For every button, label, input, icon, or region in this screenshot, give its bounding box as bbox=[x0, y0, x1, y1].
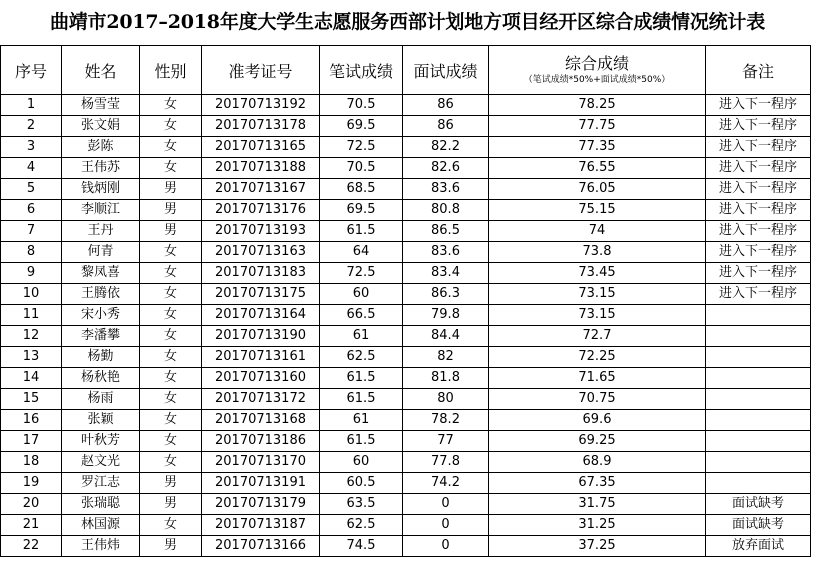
cell-name: 张颖 bbox=[62, 410, 140, 431]
header-seq: 序号 bbox=[1, 46, 62, 95]
cell-gender: 女 bbox=[140, 305, 202, 326]
cell-exam-id: 20170713191 bbox=[202, 473, 320, 494]
cell-total: 67.35 bbox=[489, 473, 706, 494]
cell-interview: 0 bbox=[403, 536, 489, 557]
cell-seq: 10 bbox=[1, 284, 62, 305]
cell-seq: 6 bbox=[1, 200, 62, 221]
table-row bbox=[1, 389, 811, 410]
table-row bbox=[1, 452, 811, 473]
cell-name: 何青 bbox=[62, 242, 140, 263]
cell-note bbox=[706, 347, 811, 368]
cell-exam-id: 20170713179 bbox=[202, 494, 320, 515]
cell-name: 钱炳刚 bbox=[62, 179, 140, 200]
cell-name: 林国源 bbox=[62, 515, 140, 536]
cell-written: 61 bbox=[320, 326, 403, 347]
cell-seq: 8 bbox=[1, 242, 62, 263]
cell-exam-id: 20170713165 bbox=[202, 137, 320, 158]
cell-gender: 男 bbox=[140, 494, 202, 515]
cell-exam-id: 20170713190 bbox=[202, 326, 320, 347]
cell-exam-id: 20170713183 bbox=[202, 263, 320, 284]
cell-written: 66.5 bbox=[320, 305, 403, 326]
cell-note: 进入下一程序 bbox=[706, 95, 811, 116]
cell-seq: 1 bbox=[1, 95, 62, 116]
header-total-formula: （笔试成绩*50%+面试成绩*50%） bbox=[523, 75, 671, 85]
cell-name: 李顺江 bbox=[62, 200, 140, 221]
cell-note bbox=[706, 410, 811, 431]
cell-gender: 女 bbox=[140, 368, 202, 389]
cell-name: 罗江志 bbox=[62, 473, 140, 494]
cell-note: 进入下一程序 bbox=[706, 116, 811, 137]
cell-name: 宋小秀 bbox=[62, 305, 140, 326]
table-row bbox=[1, 326, 811, 347]
cell-name: 杨秋艳 bbox=[62, 368, 140, 389]
cell-interview: 74.2 bbox=[403, 473, 489, 494]
cell-exam-id: 20170713193 bbox=[202, 221, 320, 242]
cell-interview: 83.6 bbox=[403, 242, 489, 263]
table-row bbox=[1, 95, 811, 116]
cell-seq: 4 bbox=[1, 158, 62, 179]
cell-note: 放弃面试 bbox=[706, 536, 811, 557]
cell-seq: 7 bbox=[1, 221, 62, 242]
cell-gender: 女 bbox=[140, 410, 202, 431]
cell-seq: 17 bbox=[1, 431, 62, 452]
cell-written: 69.5 bbox=[320, 116, 403, 137]
cell-note: 进入下一程序 bbox=[706, 158, 811, 179]
cell-total: 76.55 bbox=[489, 158, 706, 179]
cell-name: 张文娟 bbox=[62, 116, 140, 137]
cell-total: 73.15 bbox=[489, 305, 706, 326]
cell-exam-id: 20170713175 bbox=[202, 284, 320, 305]
table-row bbox=[1, 347, 811, 368]
cell-interview: 83.4 bbox=[403, 263, 489, 284]
cell-total: 69.25 bbox=[489, 431, 706, 452]
cell-exam-id: 20170713167 bbox=[202, 179, 320, 200]
cell-written: 64 bbox=[320, 242, 403, 263]
cell-seq: 13 bbox=[1, 347, 62, 368]
cell-note bbox=[706, 305, 811, 326]
cell-total: 72.7 bbox=[489, 326, 706, 347]
cell-name: 王伟苏 bbox=[62, 158, 140, 179]
cell-interview: 82 bbox=[403, 347, 489, 368]
cell-total: 73.8 bbox=[489, 242, 706, 263]
header-exam-id: 准考证号 bbox=[202, 46, 320, 95]
cell-total: 37.25 bbox=[489, 536, 706, 557]
cell-exam-id: 20170713168 bbox=[202, 410, 320, 431]
cell-total: 73.45 bbox=[489, 263, 706, 284]
cell-seq: 5 bbox=[1, 179, 62, 200]
cell-total: 71.65 bbox=[489, 368, 706, 389]
cell-written: 62.5 bbox=[320, 347, 403, 368]
cell-written: 60 bbox=[320, 284, 403, 305]
table-row bbox=[1, 368, 811, 389]
cell-name: 杨勤 bbox=[62, 347, 140, 368]
cell-total: 77.75 bbox=[489, 116, 706, 137]
cell-note: 进入下一程序 bbox=[706, 242, 811, 263]
cell-interview: 77.8 bbox=[403, 452, 489, 473]
cell-name: 赵文光 bbox=[62, 452, 140, 473]
cell-total: 78.25 bbox=[489, 95, 706, 116]
header-total-label: 综合成绩 bbox=[564, 54, 629, 73]
table-row bbox=[1, 200, 811, 221]
cell-gender: 女 bbox=[140, 515, 202, 536]
cell-note bbox=[706, 452, 811, 473]
table-row bbox=[1, 179, 811, 200]
table-row bbox=[1, 473, 811, 494]
cell-written: 69.5 bbox=[320, 200, 403, 221]
cell-name: 王伟炜 bbox=[62, 536, 140, 557]
cell-gender: 女 bbox=[140, 242, 202, 263]
cell-note bbox=[706, 431, 811, 452]
header-interview: 面试成绩 bbox=[403, 46, 489, 95]
cell-seq: 20 bbox=[1, 494, 62, 515]
header-name: 姓名 bbox=[62, 46, 140, 95]
table-row bbox=[1, 221, 811, 242]
cell-gender: 男 bbox=[140, 473, 202, 494]
cell-seq: 16 bbox=[1, 410, 62, 431]
cell-written: 60.5 bbox=[320, 473, 403, 494]
table-row bbox=[1, 305, 811, 326]
header-total bbox=[489, 46, 706, 95]
cell-written: 72.5 bbox=[320, 263, 403, 284]
cell-written: 61.5 bbox=[320, 221, 403, 242]
header-row bbox=[1, 46, 811, 95]
cell-gender: 女 bbox=[140, 431, 202, 452]
table-row bbox=[1, 242, 811, 263]
cell-total: 76.05 bbox=[489, 179, 706, 200]
table-row bbox=[1, 263, 811, 284]
cell-exam-id: 20170713172 bbox=[202, 389, 320, 410]
cell-name: 彭陈 bbox=[62, 137, 140, 158]
cell-written: 72.5 bbox=[320, 137, 403, 158]
cell-seq: 2 bbox=[1, 116, 62, 137]
cell-seq: 12 bbox=[1, 326, 62, 347]
table-row bbox=[1, 116, 811, 137]
cell-note: 进入下一程序 bbox=[706, 137, 811, 158]
cell-note bbox=[706, 326, 811, 347]
cell-seq: 18 bbox=[1, 452, 62, 473]
cell-total: 73.15 bbox=[489, 284, 706, 305]
header-note: 备注 bbox=[706, 46, 811, 95]
cell-name: 王丹 bbox=[62, 221, 140, 242]
cell-written: 74.5 bbox=[320, 536, 403, 557]
cell-gender: 女 bbox=[140, 263, 202, 284]
cell-seq: 3 bbox=[1, 137, 62, 158]
cell-exam-id: 20170713187 bbox=[202, 515, 320, 536]
table-row bbox=[1, 431, 811, 452]
cell-total: 68.9 bbox=[489, 452, 706, 473]
cell-total: 31.75 bbox=[489, 494, 706, 515]
cell-written: 61.5 bbox=[320, 368, 403, 389]
cell-gender: 女 bbox=[140, 284, 202, 305]
cell-seq: 19 bbox=[1, 473, 62, 494]
cell-seq: 11 bbox=[1, 305, 62, 326]
cell-total: 74 bbox=[489, 221, 706, 242]
cell-note: 进入下一程序 bbox=[706, 263, 811, 284]
cell-gender: 女 bbox=[140, 452, 202, 473]
header-written: 笔试成绩 bbox=[320, 46, 403, 95]
cell-note: 面试缺考 bbox=[706, 494, 811, 515]
cell-interview: 0 bbox=[403, 515, 489, 536]
cell-gender: 女 bbox=[140, 116, 202, 137]
table-body bbox=[1, 95, 811, 557]
cell-name: 杨雨 bbox=[62, 389, 140, 410]
cell-interview: 77 bbox=[403, 431, 489, 452]
cell-note bbox=[706, 368, 811, 389]
cell-written: 62.5 bbox=[320, 515, 403, 536]
cell-note: 面试缺考 bbox=[706, 515, 811, 536]
cell-total: 72.25 bbox=[489, 347, 706, 368]
cell-interview: 86 bbox=[403, 116, 489, 137]
cell-note bbox=[706, 389, 811, 410]
cell-total: 69.6 bbox=[489, 410, 706, 431]
cell-exam-id: 20170713192 bbox=[202, 95, 320, 116]
cell-name: 李潘攀 bbox=[62, 326, 140, 347]
cell-written: 61.5 bbox=[320, 389, 403, 410]
cell-total: 70.75 bbox=[489, 389, 706, 410]
cell-name: 黎凤喜 bbox=[62, 263, 140, 284]
page-title: 曲靖市2017–2018年度大学生志愿服务西部计划地方项目经开区综合成绩情况统计表 bbox=[49, 11, 766, 33]
table-row bbox=[1, 410, 811, 431]
cell-exam-id: 20170713188 bbox=[202, 158, 320, 179]
cell-interview: 79.8 bbox=[403, 305, 489, 326]
cell-seq: 9 bbox=[1, 263, 62, 284]
cell-interview: 86.5 bbox=[403, 221, 489, 242]
cell-interview: 86.3 bbox=[403, 284, 489, 305]
cell-written: 63.5 bbox=[320, 494, 403, 515]
cell-interview: 83.6 bbox=[403, 179, 489, 200]
cell-seq: 14 bbox=[1, 368, 62, 389]
cell-note: 进入下一程序 bbox=[706, 221, 811, 242]
cell-interview: 81.8 bbox=[403, 368, 489, 389]
cell-gender: 女 bbox=[140, 95, 202, 116]
cell-exam-id: 20170713176 bbox=[202, 200, 320, 221]
cell-exam-id: 20170713170 bbox=[202, 452, 320, 473]
cell-gender: 男 bbox=[140, 179, 202, 200]
cell-written: 70.5 bbox=[320, 158, 403, 179]
table-row bbox=[1, 137, 811, 158]
cell-exam-id: 20170713186 bbox=[202, 431, 320, 452]
cell-gender: 女 bbox=[140, 389, 202, 410]
cell-exam-id: 20170713178 bbox=[202, 116, 320, 137]
cell-interview: 0 bbox=[403, 494, 489, 515]
cell-exam-id: 20170713161 bbox=[202, 347, 320, 368]
cell-note: 进入下一程序 bbox=[706, 179, 811, 200]
cell-interview: 82.2 bbox=[403, 137, 489, 158]
cell-written: 60 bbox=[320, 452, 403, 473]
cell-gender: 男 bbox=[140, 536, 202, 557]
cell-total: 77.35 bbox=[489, 137, 706, 158]
cell-written: 70.5 bbox=[320, 95, 403, 116]
table-row bbox=[1, 158, 811, 179]
cell-interview: 84.4 bbox=[403, 326, 489, 347]
table-row bbox=[1, 494, 811, 515]
cell-seq: 21 bbox=[1, 515, 62, 536]
cell-name: 叶秋芳 bbox=[62, 431, 140, 452]
cell-name: 张瑞聪 bbox=[62, 494, 140, 515]
cell-written: 68.5 bbox=[320, 179, 403, 200]
cell-exam-id: 20170713160 bbox=[202, 368, 320, 389]
cell-written: 61 bbox=[320, 410, 403, 431]
table-row bbox=[1, 284, 811, 305]
cell-gender: 男 bbox=[140, 221, 202, 242]
cell-gender: 女 bbox=[140, 326, 202, 347]
cell-interview: 80.8 bbox=[403, 200, 489, 221]
cell-note bbox=[706, 473, 811, 494]
cell-gender: 女 bbox=[140, 158, 202, 179]
cell-total: 75.15 bbox=[489, 200, 706, 221]
cell-name: 王腾依 bbox=[62, 284, 140, 305]
cell-written: 61.5 bbox=[320, 431, 403, 452]
cell-exam-id: 20170713164 bbox=[202, 305, 320, 326]
cell-interview: 86 bbox=[403, 95, 489, 116]
cell-name: 杨雪莹 bbox=[62, 95, 140, 116]
cell-interview: 82.6 bbox=[403, 158, 489, 179]
cell-seq: 22 bbox=[1, 536, 62, 557]
cell-note: 进入下一程序 bbox=[706, 284, 811, 305]
cell-gender: 男 bbox=[140, 200, 202, 221]
cell-gender: 女 bbox=[140, 347, 202, 368]
cell-gender: 女 bbox=[140, 137, 202, 158]
cell-interview: 78.2 bbox=[403, 410, 489, 431]
cell-seq: 15 bbox=[1, 389, 62, 410]
scores-table bbox=[0, 45, 811, 557]
table-row bbox=[1, 515, 811, 536]
cell-exam-id: 20170713163 bbox=[202, 242, 320, 263]
cell-exam-id: 20170713166 bbox=[202, 536, 320, 557]
table-row bbox=[1, 536, 811, 557]
cell-interview: 80 bbox=[403, 389, 489, 410]
cell-note: 进入下一程序 bbox=[706, 200, 811, 221]
header-gender: 性别 bbox=[140, 46, 202, 95]
cell-total: 31.25 bbox=[489, 515, 706, 536]
